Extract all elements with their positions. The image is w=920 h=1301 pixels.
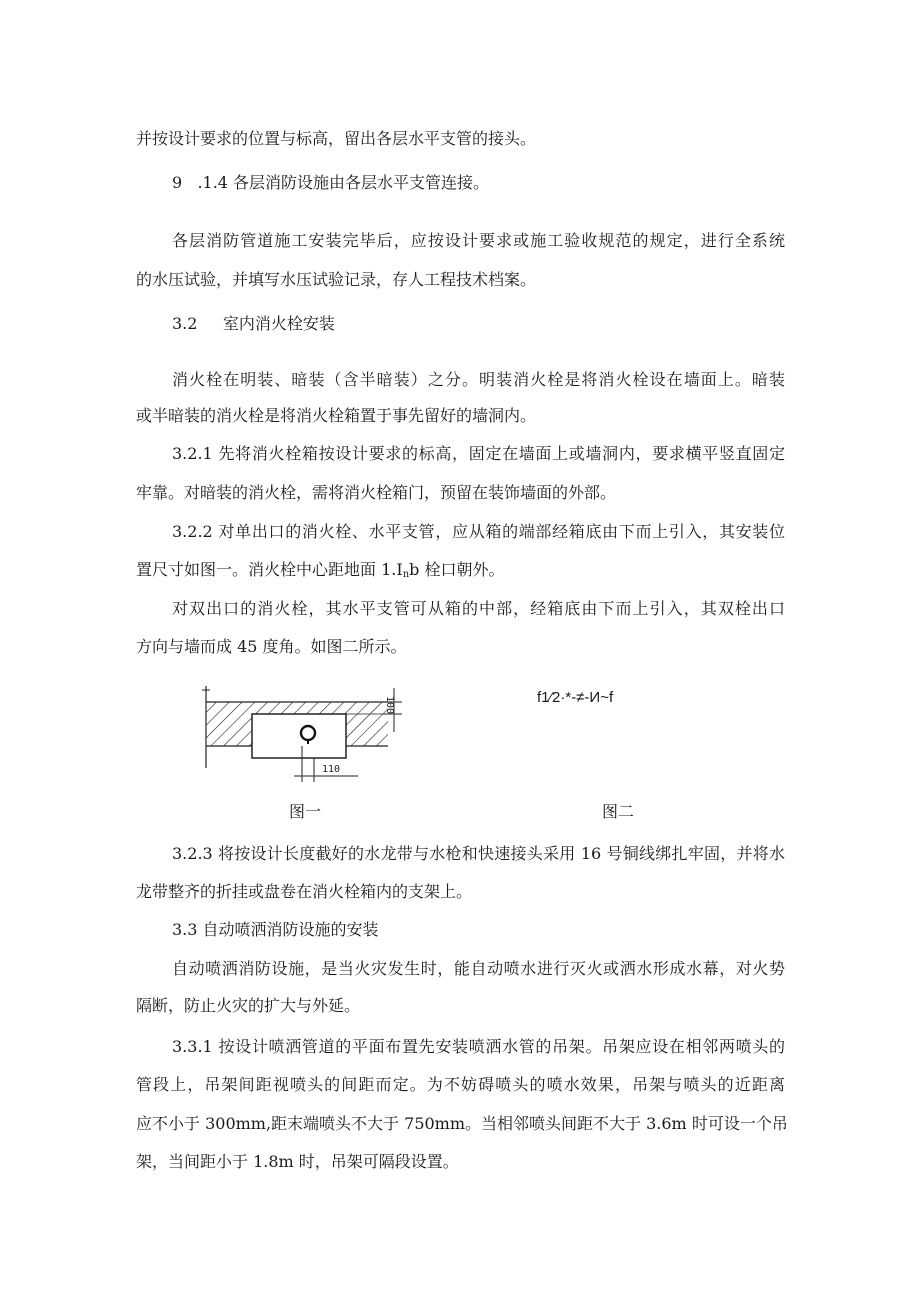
section-heading: 3.2 室内消火栓安装: [172, 314, 335, 333]
section-heading: 3.3 自动喷洒消防设施的安装: [172, 920, 379, 939]
paragraph-line: 并按设计要求的位置与标高，留出各层水平支管的接头。: [136, 129, 537, 148]
paragraph-line: 管段上，吊架间距视喷头的间距而定。为不妨碍喷头的喷水效果，吊架与喷头的近距离: [136, 1075, 785, 1094]
figure-1-diagram: [198, 682, 418, 787]
paragraph-line: 隔断，防止火灾的扩大与外延。: [136, 996, 361, 1015]
paragraph-line: 牢靠。对暗装的消火栓，需将消火栓箱门，预留在装饰墙面的外部。: [136, 483, 617, 502]
paragraph-line: 各层消防管道施工安装完毕后，应按设计要求或施工验收规范的规定，进行全系统: [172, 231, 785, 250]
paragraph-line: 对双出口的消火栓，其水平支管可从箱的中部，经箱底由下而上引入，其双栓出口: [172, 599, 785, 618]
dimension-label-top: 100: [384, 696, 395, 715]
paragraph-line: 3.2.3 将按设计长度截好的水龙带与水枪和快速接头采用 16 号铜线绑扎牢固，并将水: [172, 844, 785, 863]
hydrant-cabinet: [252, 714, 346, 758]
figure-2-placeholder-text: f1⁄2·*-≠-И~f: [537, 689, 614, 706]
paragraph-line: [136, 559, 504, 586]
paragraph-line: 3.2.1 先将消火栓箱按设计要求的标高，固定在墙面上或墙洞内，要求横平竖直固定: [172, 444, 785, 463]
paragraph-line: 或半暗装的消火栓是将消火栓箱置于事先留好的墙洞内。: [136, 406, 537, 425]
paragraph-line: 消火栓在明装、暗装（含半暗装）之分。明装消火栓是将消火栓设在墙面上。暗装: [172, 370, 785, 389]
paragraph-line: 3.3.1 按设计喷洒管道的平面布置先安装喷洒水管的吊架。吊架应设在相邻两喷头的: [172, 1037, 785, 1056]
paragraph-line: 的水压试验，并填写水压试验记录，存人工程技术档案。: [136, 270, 537, 289]
paragraph-line: 自动喷洒消防设施，是当火灾发生时，能自动喷水进行灭火或洒水形成水幕，对火势: [172, 959, 785, 978]
text-fragment: b 栓口朝外。: [409, 560, 505, 579]
text-fragment: 置尺寸如图一。消火栓中心距地面 1.I: [136, 560, 403, 579]
figure-2-caption: 图二: [602, 802, 635, 821]
subscript: n: [402, 569, 410, 580]
paragraph-line: 3.2.2 对单出口的消火栓、水平支管，应从箱的端部经箱底由下而上引入，其安装位: [172, 522, 785, 541]
dimension-label-bottom: 110: [322, 764, 341, 775]
section-heading: 9 .1.4 各层消防设施由各层水平支管连接。: [172, 173, 490, 192]
paragraph-line: 龙带整齐的折挂或盘卷在消火栓箱内的支架上。: [136, 882, 473, 901]
paragraph-line: 应不小于 300mm,距末端喷头不大于 750mm。当相邻喷头间距不大于 3.6m 时可设一个吊: [136, 1114, 788, 1133]
paragraph-line: 架，当间距小于 1.8m 时，吊架可隔段设置。: [136, 1152, 459, 1171]
figure-1-caption: 图一: [289, 802, 322, 821]
paragraph-line: 方向与墙而成 45 度角。如图二所示。: [136, 637, 407, 656]
